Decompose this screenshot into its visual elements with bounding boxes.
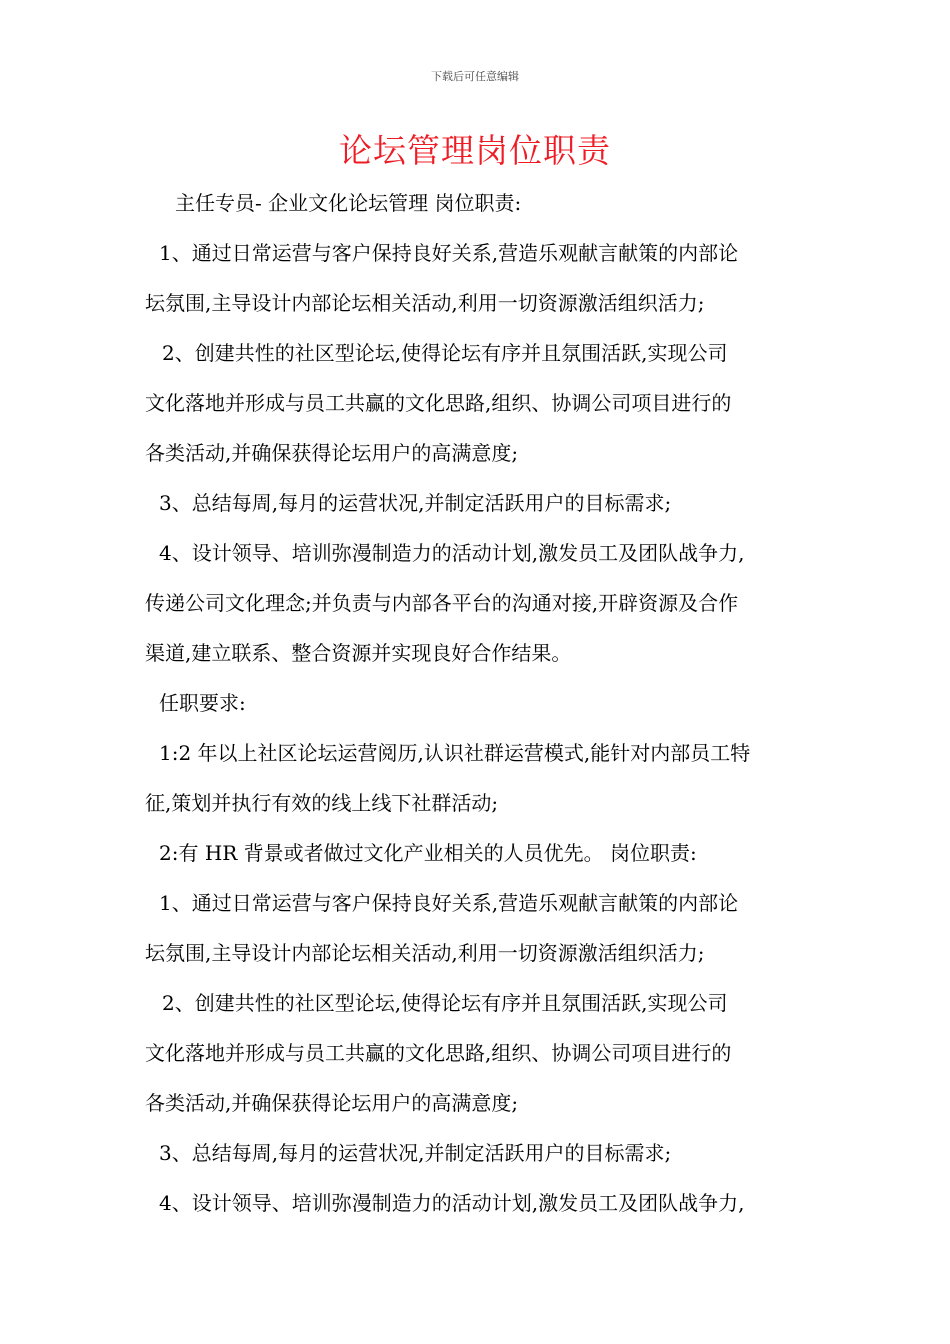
body-line: 主任专员- 企业文化论坛管理 岗位职责: [175, 191, 522, 215]
body-line: 文化落地并形成与员工共赢的文化思路,组织、协调公司项目进行的 [145, 1041, 732, 1065]
body-line: 文化落地并形成与员工共赢的文化思路,组织、协调公司项目进行的 [145, 391, 732, 415]
document-title: 论坛管理岗位职责 [339, 131, 611, 170]
body-line: 2、创建共性的社区型论坛,使得论坛有序并且氛围活跃,实现公司 [162, 991, 728, 1015]
body-line: 2:有 HR 背景或者做过文化产业相关的人员优先。 岗位职责: [159, 841, 697, 865]
body-line: 坛氛围,主导设计内部论坛相关活动,利用一切资源激活组织活力; [145, 291, 705, 315]
body-line: 2、创建共性的社区型论坛,使得论坛有序并且氛围活跃,实现公司 [162, 341, 728, 365]
body-line: 1、通过日常运营与客户保持良好关系,营造乐观献言献策的内部论 [159, 891, 739, 915]
body-line: 坛氛围,主导设计内部论坛相关活动,利用一切资源激活组织活力; [145, 941, 705, 965]
body-line: 1:2 年以上社区论坛运营阅历,认识社群运营模式,能针对内部员工特 [159, 741, 751, 765]
body-line: 各类活动,并确保获得论坛用户的高满意度; [145, 1091, 519, 1115]
document-body [145, 178, 817, 1228]
body-line: 各类活动,并确保获得论坛用户的高满意度; [145, 441, 519, 465]
body-line: 征,策划并执行有效的线上线下社群活动; [145, 791, 499, 815]
body-line: 4、设计领导、培训弥漫制造力的活动计划,激发员工及团队战争力, [159, 1191, 745, 1215]
body-line: 任职要求: [159, 691, 246, 715]
body-line: 传递公司文化理念;并负责与内部各平台的沟通对接,开辟资源及合作 [145, 591, 739, 615]
body-line: 1、通过日常运营与客户保持良好关系,营造乐观献言献策的内部论 [159, 241, 739, 265]
header-note: 下载后可任意编辑 [431, 70, 519, 83]
body-line: 4、设计领导、培训弥漫制造力的活动计划,激发员工及团队战争力, [159, 541, 745, 565]
body-line: 3、总结每周,每月的运营状况,并制定活跃用户的目标需求; [159, 1141, 672, 1165]
body-line: 渠道,建立联系、整合资源并实现良好合作结果。 [145, 641, 572, 665]
body-line: 3、总结每周,每月的运营状况,并制定活跃用户的目标需求; [159, 491, 672, 515]
